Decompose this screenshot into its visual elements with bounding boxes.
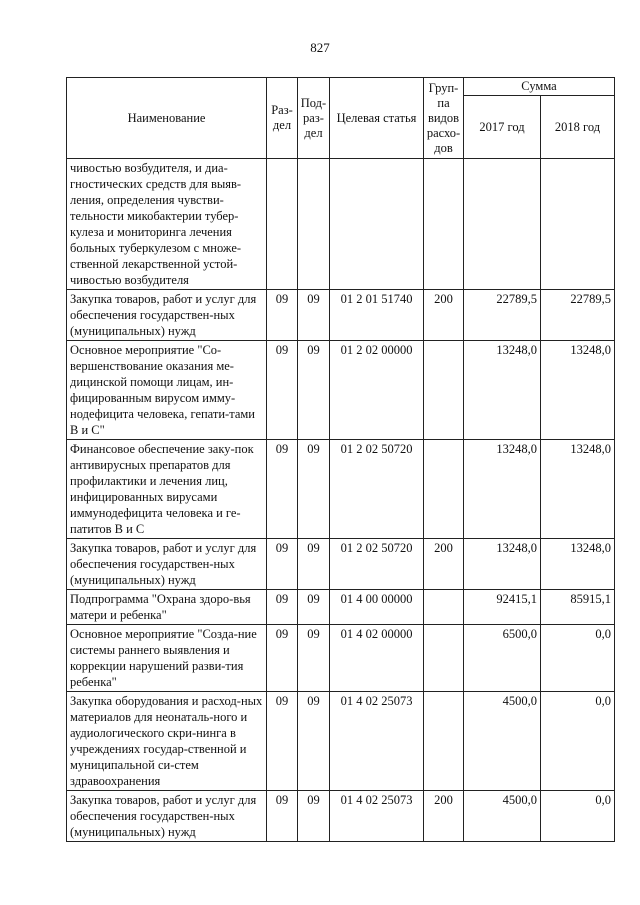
cell-razdel: 09 <box>267 341 298 440</box>
table-row <box>67 539 615 590</box>
cell-razdel: 09 <box>267 440 298 539</box>
cell-group <box>424 159 464 290</box>
table-row <box>67 440 615 539</box>
cell-name: Финансовое обеспечение заку-пок антивирусных препаратов для профилактики и лечения лиц, инфицированных вирусами иммунодефицита человека и ге-патитов В и С <box>67 440 267 539</box>
header-podrazdel: Под-раз-дел <box>298 78 330 159</box>
budget-table <box>66 77 615 842</box>
cell-podrazdel: 09 <box>298 692 330 791</box>
cell-podrazdel: 09 <box>298 590 330 625</box>
cell-target: 01 4 02 25073 <box>330 791 424 842</box>
cell-name: Закупка оборудования и расход-ных материалов для неонаталь-ного и аудиологического скри-нинга в учреждениях государ-ственной и муниципальной си-стем здравоохранения <box>67 692 267 791</box>
cell-target: 01 2 02 50720 <box>330 539 424 590</box>
table-body <box>67 159 615 842</box>
cell-sum-2018 <box>541 159 615 290</box>
cell-podrazdel <box>298 159 330 290</box>
cell-podrazdel: 09 <box>298 341 330 440</box>
table-row <box>67 692 615 791</box>
cell-name: Основное мероприятие "Созда-ние системы раннего выявления и коррекции нарушений разви-тия ребенка" <box>67 625 267 692</box>
cell-sum-2017: 4500,0 <box>464 791 541 842</box>
cell-sum-2017: 13248,0 <box>464 539 541 590</box>
cell-target: 01 2 01 51740 <box>330 290 424 341</box>
cell-razdel: 09 <box>267 590 298 625</box>
cell-razdel: 09 <box>267 539 298 590</box>
cell-sum-2018: 0,0 <box>541 692 615 791</box>
cell-sum-2017: 13248,0 <box>464 440 541 539</box>
cell-group <box>424 692 464 791</box>
header-year-2017: 2017 год <box>464 96 541 159</box>
cell-razdel: 09 <box>267 791 298 842</box>
cell-group: 200 <box>424 539 464 590</box>
cell-target <box>330 159 424 290</box>
header-razdel: Раз-дел <box>267 78 298 159</box>
cell-name: Закупка товаров, работ и услуг для обеспечения государствен-ных (муниципальных) нужд <box>67 290 267 341</box>
cell-podrazdel: 09 <box>298 625 330 692</box>
header-year-2018: 2018 год <box>541 96 615 159</box>
header-group: Груп-па видов расхо-дов <box>424 78 464 159</box>
cell-podrazdel: 09 <box>298 539 330 590</box>
cell-name: Закупка товаров, работ и услуг для обеспечения государствен-ных (муниципальных) нужд <box>67 791 267 842</box>
table-row <box>67 159 615 290</box>
cell-sum-2017: 92415,1 <box>464 590 541 625</box>
table-row <box>67 290 615 341</box>
cell-target: 01 4 02 25073 <box>330 692 424 791</box>
header-target: Целевая статья <box>330 78 424 159</box>
cell-sum-2017: 22789,5 <box>464 290 541 341</box>
cell-razdel: 09 <box>267 692 298 791</box>
cell-group <box>424 625 464 692</box>
cell-name: Закупка товаров, работ и услуг для обеспечения государствен-ных (муниципальных) нужд <box>67 539 267 590</box>
table-row <box>67 791 615 842</box>
header-name: Наименование <box>67 78 267 159</box>
cell-razdel: 09 <box>267 625 298 692</box>
cell-group <box>424 440 464 539</box>
cell-sum-2018: 13248,0 <box>541 539 615 590</box>
table-row <box>67 590 615 625</box>
cell-sum-2017: 4500,0 <box>464 692 541 791</box>
cell-sum-2018: 0,0 <box>541 791 615 842</box>
cell-target: 01 4 02 00000 <box>330 625 424 692</box>
cell-group <box>424 590 464 625</box>
cell-sum-2018: 13248,0 <box>541 341 615 440</box>
cell-sum-2018: 22789,5 <box>541 290 615 341</box>
cell-podrazdel: 09 <box>298 290 330 341</box>
cell-group <box>424 341 464 440</box>
cell-podrazdel: 09 <box>298 791 330 842</box>
cell-group: 200 <box>424 791 464 842</box>
page-number: 827 <box>310 40 330 55</box>
table-row <box>67 625 615 692</box>
cell-sum-2017: 6500,0 <box>464 625 541 692</box>
cell-target: 01 4 00 00000 <box>330 590 424 625</box>
cell-target: 01 2 02 50720 <box>330 440 424 539</box>
cell-target: 01 2 02 00000 <box>330 341 424 440</box>
table-header <box>67 78 615 159</box>
cell-name: чивостью возбудителя, и диа-гностических средств для выяв-ления, определения чувстви-тельности микобактерии тубер-кулеза и мониторинга лечения больных туберкулезом с множе-ственной лекарственной устой-чивостью возбудителя <box>67 159 267 290</box>
cell-podrazdel: 09 <box>298 440 330 539</box>
header-sum: Сумма <box>464 78 615 96</box>
table-row <box>67 341 615 440</box>
cell-name: Подпрограмма "Охрана здоро-вья матери и ребенка" <box>67 590 267 625</box>
cell-group: 200 <box>424 290 464 341</box>
cell-razdel: 09 <box>267 290 298 341</box>
cell-razdel <box>267 159 298 290</box>
cell-sum-2017 <box>464 159 541 290</box>
cell-name: Основное мероприятие "Со-вершенствование оказания ме-дицинской помощи лицам, ин-фицированным вирусом имму-нодефицита человека, гепати-тами В и С" <box>67 341 267 440</box>
cell-sum-2018: 85915,1 <box>541 590 615 625</box>
cell-sum-2017: 13248,0 <box>464 341 541 440</box>
cell-sum-2018: 0,0 <box>541 625 615 692</box>
cell-sum-2018: 13248,0 <box>541 440 615 539</box>
